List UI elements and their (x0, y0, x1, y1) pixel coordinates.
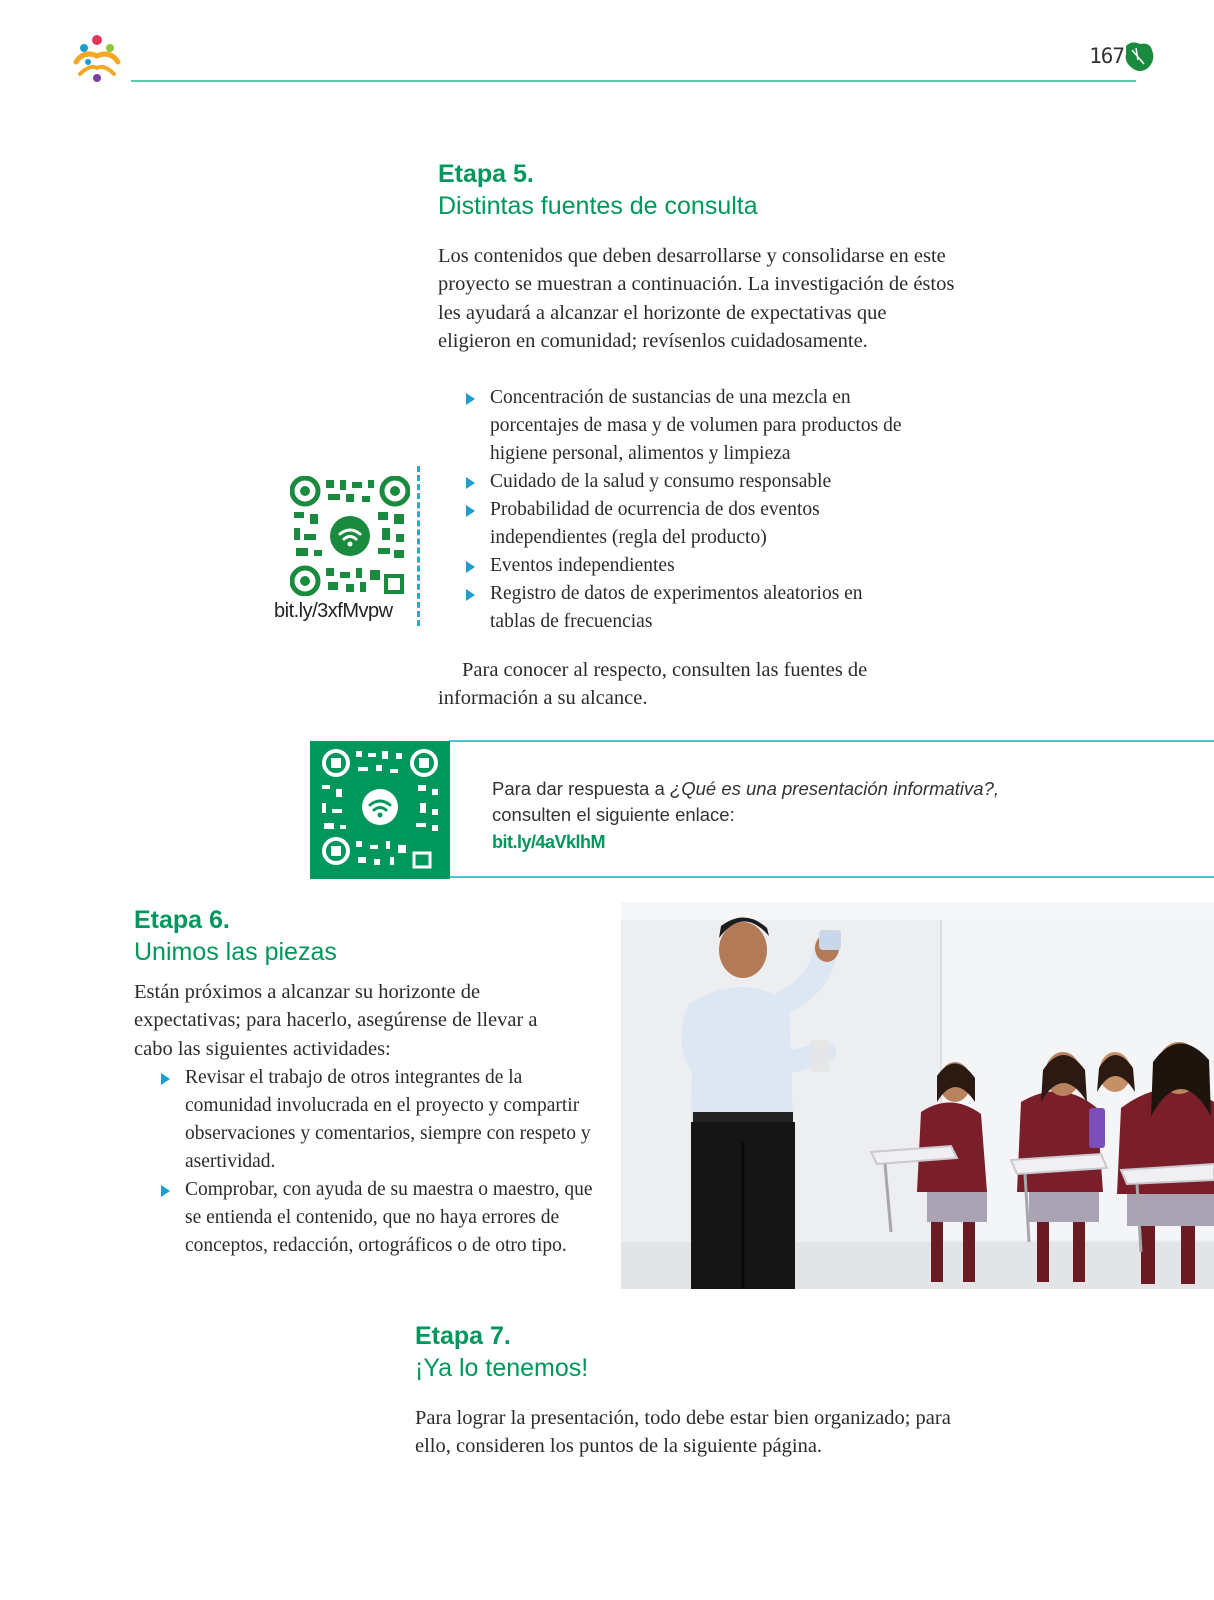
infobox-link[interactable]: bit.ly/4aVklhM (492, 832, 606, 852)
dashed-divider (417, 466, 420, 626)
header-rule (131, 80, 1136, 82)
list-item: Concentración de sustancias de una mezcla en porcentajes de masa y de volumen para productos de higiene personal, alimentos y limpieza (466, 384, 906, 468)
bullet-triangle-icon (161, 1185, 170, 1197)
bullet-triangle-icon (466, 561, 475, 573)
classroom-photo (621, 902, 1214, 1289)
bullet-triangle-icon (466, 393, 475, 405)
infobox-bottom-rule (449, 876, 1214, 878)
etapa7-body: Para lograr la presentación, todo debe estar bien organizado; para ello, consideren los puntos de la siguiente página. (415, 1407, 951, 1458)
etapa5-subtitle: Distintas fuentes de consulta (438, 192, 758, 220)
page-number: 167 (1089, 44, 1124, 68)
infobox-top-rule (449, 740, 1214, 742)
qr-link-label-1[interactable]: bit.ly/3xfMvpw (274, 600, 393, 622)
etapa5-intro: Los contenidos que deben desarrollarse y consolidarse en este proyecto se muestran a continuación. La investigación de éstos les ayudará a alcanzar el horizonte de expectativas que eligieron en comunidad; revísenlos cuidadosamente. (438, 245, 955, 353)
etapa6-subtitle: Unimos las piezas (134, 938, 337, 966)
logo-icon (70, 34, 124, 84)
list-item: Comprobar, con ayuda de su maestra o maestro, que se entienda el contenido, que no haya errores de conceptos, redacción, ortográficos o de otro tipo. (161, 1176, 595, 1260)
bullet-triangle-icon (466, 505, 475, 517)
list-item: Eventos independientes (466, 552, 906, 580)
etapa6-title: Etapa 6. (134, 906, 230, 934)
etapa5-bullet-list (466, 384, 906, 636)
bullet-triangle-icon (466, 589, 475, 601)
bullet-triangle-icon (161, 1073, 170, 1085)
qr-code-1[interactable] (290, 476, 410, 596)
etapa5-closing: Para conocer al respecto, consulten las fuentes de información a su alcance. (438, 659, 868, 710)
etapa7-title: Etapa 7. (415, 1322, 511, 1350)
infobox-text: Para dar respuesta a ¿Qué es una presentación informativa?, consulten el siguiente enlace: (492, 778, 999, 825)
etapa6-bullet-list (161, 1064, 595, 1260)
list-item: Revisar el trabajo de otros integrantes de la comunidad involucrada en el proyecto y compartir observaciones y comentarios, siempre con respeto y asertividad. (161, 1064, 595, 1176)
qr-code-2[interactable] (310, 741, 450, 879)
etapa7-subtitle: ¡Ya lo tenemos! (415, 1354, 589, 1382)
list-item: Probabilidad de ocurrencia de dos eventos independientes (regla del producto) (466, 496, 906, 552)
list-item: Cuidado de la salud y consumo responsable (466, 468, 906, 496)
chapter-leaf-icon (1122, 40, 1156, 74)
list-item: Registro de datos de experimentos aleatorios en tablas de frecuencias (466, 580, 906, 636)
etapa6-intro: Están próximos a alcanzar su horizonte de expectativas; para hacerlo, asegúrense de llevar a cabo las siguientes actividades: (134, 981, 538, 1060)
etapa5-title: Etapa 5. (438, 160, 534, 188)
bullet-triangle-icon (466, 477, 475, 489)
